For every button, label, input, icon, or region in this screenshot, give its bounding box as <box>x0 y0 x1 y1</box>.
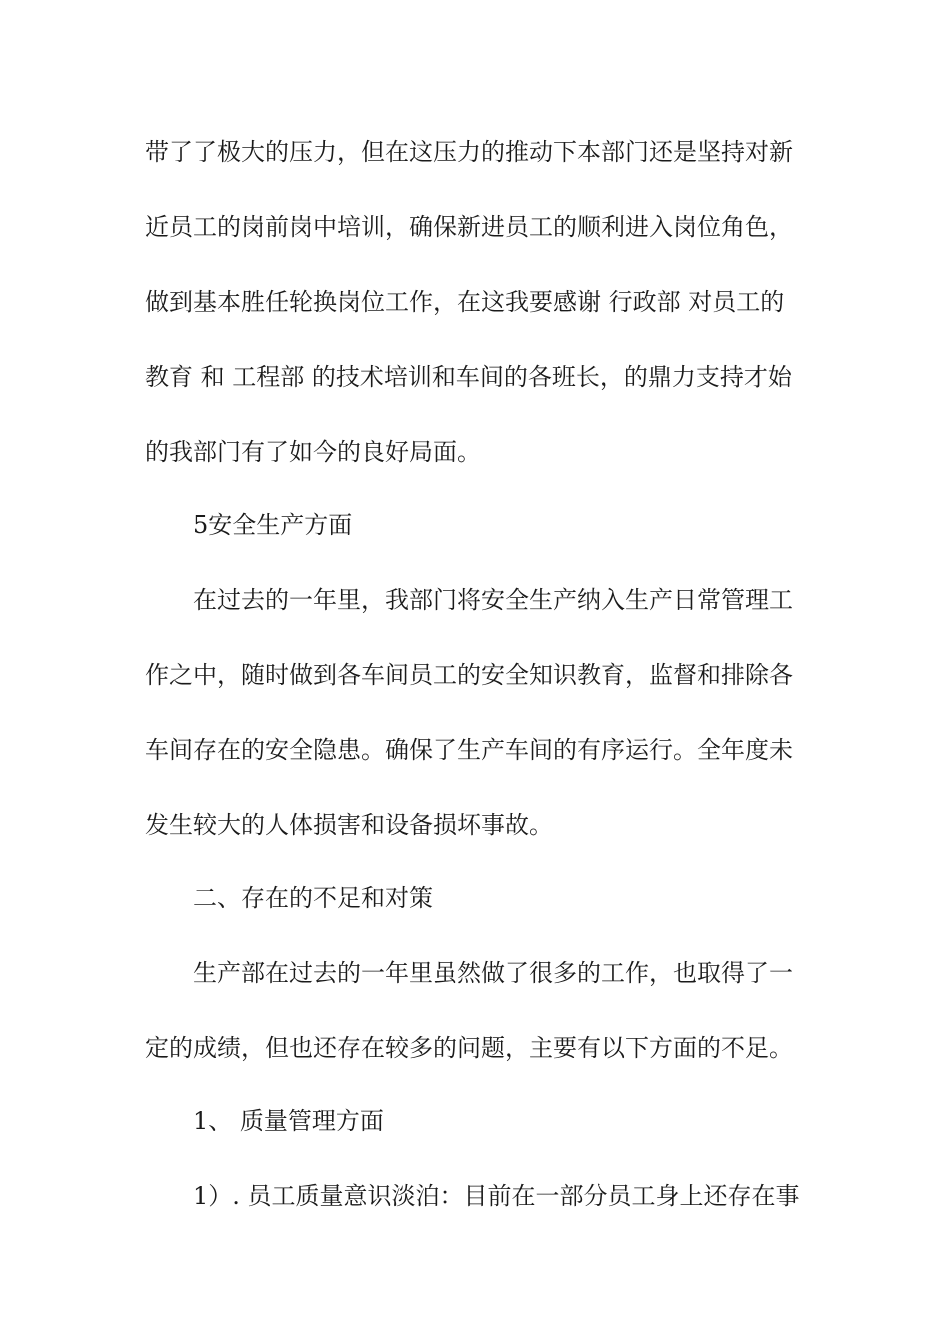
paragraph-line: 1）. 员工质量意识淡泊：目前在一部分员工身上还存在事 <box>193 1182 800 1210</box>
paragraph-line: 发生较大的人体损害和设备损坏事故。 <box>145 811 553 839</box>
paragraph-line: 在过去的一年里，我部门将安全生产纳入生产日常管理工 <box>193 586 793 614</box>
paragraph-line: 作之中，随时做到各车间员工的安全知识教育，监督和排除各 <box>145 661 793 689</box>
section-heading: 5安全生产方面 <box>193 511 353 539</box>
paragraph-line: 带了了极大的压力，但在这压力的推动下本部门还是坚持对新 <box>145 138 793 166</box>
paragraph-line: 生产部在过去的一年里虽然做了很多的工作，也取得了一 <box>193 959 793 987</box>
paragraph-line: 做到基本胜任轮换岗位工作，在这我要感谢 行政部 对员工的 <box>145 288 785 316</box>
paragraph-line: 的我部门有了如今的良好局面。 <box>145 438 481 466</box>
paragraph-line: 近员工的岗前岗中培训，确保新进员工的顺利进入岗位角色， <box>145 213 793 241</box>
paragraph-line: 车间存在的安全隐患。确保了生产车间的有序运行。全年度未 <box>145 736 793 764</box>
paragraph-line: 定的成绩，但也还存在较多的问题，主要有以下方面的不足。 <box>145 1034 793 1062</box>
paragraph-line: 教育 和 工程部 的技术培训和车间的各班长，的鼎力支持才始 <box>145 363 792 391</box>
subsection-heading: 1、 质量管理方面 <box>193 1107 384 1135</box>
section-heading: 二、存在的不足和对策 <box>193 884 433 912</box>
